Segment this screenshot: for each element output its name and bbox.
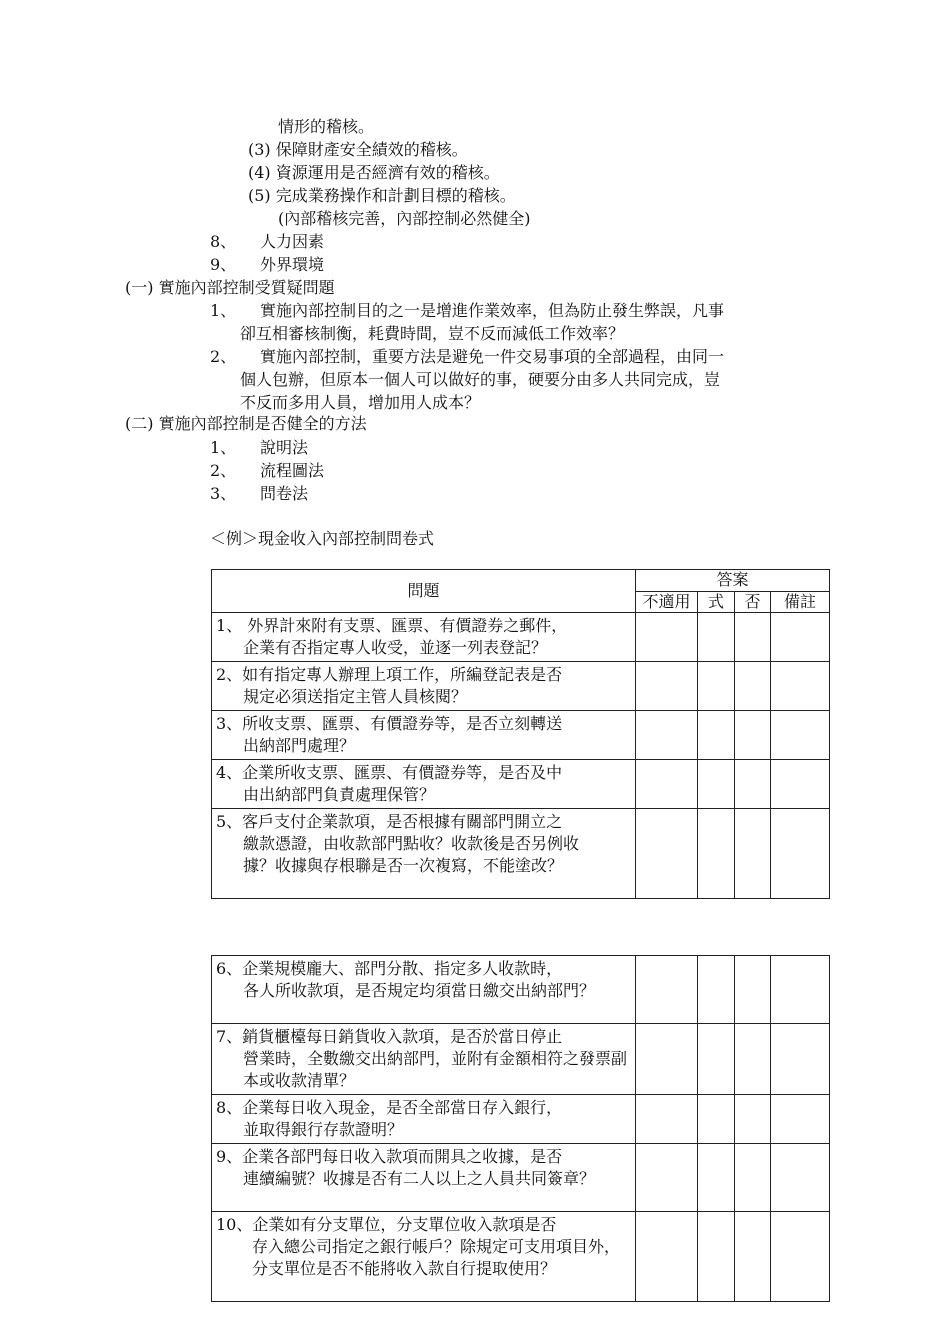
remarks-cell[interactable] xyxy=(771,1212,830,1302)
item-number: 9、 xyxy=(210,255,237,274)
table-row xyxy=(212,662,830,711)
answer-header: 答案 xyxy=(636,570,830,592)
text-line: (內部稽核完善，內部控制必然健全) xyxy=(278,209,531,228)
item-text: 外界環境 xyxy=(260,255,325,274)
answer-cell[interactable] xyxy=(698,956,735,1024)
remarks-cell[interactable] xyxy=(771,760,830,809)
remarks-header: 備註 xyxy=(771,592,830,613)
remarks-cell[interactable] xyxy=(771,613,830,662)
answer-cell[interactable] xyxy=(636,956,698,1024)
question-text: 3、所收支票、匯票、有價證券等，是否立刻轉送 xyxy=(216,714,563,733)
answer-cell[interactable] xyxy=(698,613,735,662)
remarks-cell[interactable] xyxy=(771,1144,830,1212)
question-text: 8、企業每日收入現金，是否全部當日存入銀行， xyxy=(216,1098,563,1117)
yes-header: 式 xyxy=(698,592,735,613)
paragraph-line: 卻互相審核制衡，耗費時間，豈不反而減低工作效率？ xyxy=(240,324,625,343)
item-number: 2、 xyxy=(210,461,237,480)
not-applicable-header: 不適用 xyxy=(636,592,698,613)
table-row xyxy=(212,1024,830,1095)
question-cell xyxy=(212,1212,636,1302)
question-text: 4、企業所收支票、匯票、有價證券等，是否及中 xyxy=(216,763,563,782)
answer-cell[interactable] xyxy=(636,760,698,809)
question-cell xyxy=(212,956,636,1024)
question-text: 10、企業如有分支單位，分支單位收入款項是否 xyxy=(216,1215,557,1234)
answer-cell[interactable] xyxy=(636,1095,698,1144)
question-header: 問題 xyxy=(212,570,636,613)
question-cell xyxy=(212,711,636,760)
question-text: 企業有否指定專人收受，並逐一列表登記？ xyxy=(243,638,548,657)
answer-cell[interactable] xyxy=(735,711,771,760)
answer-cell[interactable] xyxy=(698,1212,735,1302)
answer-cell[interactable] xyxy=(698,711,735,760)
answer-cell[interactable] xyxy=(735,1095,771,1144)
table-row xyxy=(212,613,830,662)
answer-cell[interactable] xyxy=(636,662,698,711)
paragraph-line: 不反而多用人員，增加用人成本？ xyxy=(240,393,481,412)
question-cell xyxy=(212,662,636,711)
paragraph-line: 實施內部控制，重要方法是避免一件交易事項的全部過程，由同一 xyxy=(260,347,725,366)
answer-cell[interactable] xyxy=(735,662,771,711)
questionnaire-table xyxy=(211,569,830,899)
answer-cell[interactable] xyxy=(735,956,771,1024)
answer-cell[interactable] xyxy=(698,662,735,711)
remarks-cell[interactable] xyxy=(771,809,830,899)
question-text: 連續編號？收據是否有二人以上之人員共同簽章？ xyxy=(243,1169,596,1188)
question-text: 9、企業各部門每日收入款項而開具之收據，是否 xyxy=(216,1147,563,1166)
question-cell xyxy=(212,1144,636,1212)
text-line: 情形的稽核。 xyxy=(278,117,375,136)
question-cell xyxy=(212,809,636,899)
question-text: 規定必須送指定主管人員核閱？ xyxy=(243,687,468,706)
answer-cell[interactable] xyxy=(735,809,771,899)
no-header: 否 xyxy=(735,592,771,613)
paragraph-line: 個人包辦，但原本一個人可以做好的事，硬要分由多人共同完成，豈 xyxy=(240,370,721,389)
answer-cell[interactable] xyxy=(698,1144,735,1212)
question-cell xyxy=(212,1024,636,1095)
answer-cell[interactable] xyxy=(698,1024,735,1095)
table-row xyxy=(212,1095,830,1144)
table-row xyxy=(212,760,830,809)
answer-cell[interactable] xyxy=(698,1095,735,1144)
answer-cell[interactable] xyxy=(636,1024,698,1095)
table-row xyxy=(212,1212,830,1302)
item-text: 流程圖法 xyxy=(260,461,325,480)
question-text: 7、銷貨櫃檯每日銷貨收入款項，是否於當日停止 xyxy=(216,1027,563,1046)
remarks-cell[interactable] xyxy=(771,1095,830,1144)
item-text: 說明法 xyxy=(260,438,309,457)
answer-cell[interactable] xyxy=(636,1144,698,1212)
table-row xyxy=(212,809,830,899)
question-text: 出納部門處理？ xyxy=(243,736,356,755)
answer-cell[interactable] xyxy=(735,760,771,809)
remarks-cell[interactable] xyxy=(771,956,830,1024)
section-heading: (二) 實施內部控制是否健全的方法 xyxy=(125,414,367,433)
item-number: 8、 xyxy=(210,232,237,251)
question-text: 2、如有指定專人辦理上項工作，所編登記表是否 xyxy=(216,665,563,684)
item-number: 1、 xyxy=(210,438,237,457)
question-text: 6、企業規模龐大、部門分散、指定多人收款時， xyxy=(216,959,563,978)
remarks-cell[interactable] xyxy=(771,662,830,711)
question-cell xyxy=(212,760,636,809)
answer-cell[interactable] xyxy=(698,809,735,899)
paragraph-line: 實施內部控制目的之一是增進作業效率，但為防止發生弊誤，凡事 xyxy=(260,301,725,320)
answer-cell[interactable] xyxy=(735,1144,771,1212)
question-text: 並取得銀行存款證明？ xyxy=(243,1120,404,1139)
text-line: (3) 保障財產安全績效的稽核。 xyxy=(248,140,468,159)
item-number: 3、 xyxy=(210,484,237,503)
remarks-cell[interactable] xyxy=(771,1024,830,1095)
question-cell xyxy=(212,1095,636,1144)
remarks-cell[interactable] xyxy=(771,711,830,760)
text-line: (4) 資源運用是否經濟有效的稽核。 xyxy=(248,163,500,182)
question-text: 存入總公司指定之銀行帳戶？除規定可支用項目外，分支單位是否不能將收入款自行提取使用？ xyxy=(252,1237,621,1278)
answer-cell[interactable] xyxy=(636,613,698,662)
question-text: 各人所收款項，是否規定均須當日繳交出納部門？ xyxy=(243,981,596,1000)
question-text: 1、 外界計來附有支票、匯票、有價證券之郵件， xyxy=(216,616,568,635)
item-text: 人力因素 xyxy=(260,232,325,251)
answer-cell[interactable] xyxy=(636,711,698,760)
answer-cell[interactable] xyxy=(636,809,698,899)
table-row xyxy=(212,1144,830,1212)
question-text: 繳款憑證，由收款部門點收？收款後是否另例收據？收據與存根聯是否一次複寫，不能塗改？ xyxy=(243,834,580,875)
answer-cell[interactable] xyxy=(735,613,771,662)
section-heading: (一) 實施內部控制受質疑問題 xyxy=(125,278,335,297)
answer-cell[interactable] xyxy=(698,760,735,809)
answer-cell[interactable] xyxy=(636,1212,698,1302)
example-caption: ＜例＞現金收入內部控制問卷式 xyxy=(210,529,435,548)
text-line: (5) 完成業務操作和計劃目標的稽核。 xyxy=(248,186,516,205)
question-text: 5、客戶支付企業款項，是否根據有關部門開立之 xyxy=(216,812,563,831)
answer-cell[interactable] xyxy=(735,1024,771,1095)
answer-cell[interactable] xyxy=(735,1212,771,1302)
item-number: 1、 xyxy=(210,301,237,320)
item-text: 問卷法 xyxy=(260,484,309,503)
questionnaire-table-continued xyxy=(211,955,830,1302)
question-cell xyxy=(212,613,636,662)
item-number: 2、 xyxy=(210,347,237,366)
table-row xyxy=(212,956,830,1024)
question-text: 由出納部門負責處理保管？ xyxy=(243,785,436,804)
question-text: 營業時，全數繳交出納部門，並附有金額相符之發票副本或收款清單？ xyxy=(243,1049,628,1090)
table-row xyxy=(212,711,830,760)
